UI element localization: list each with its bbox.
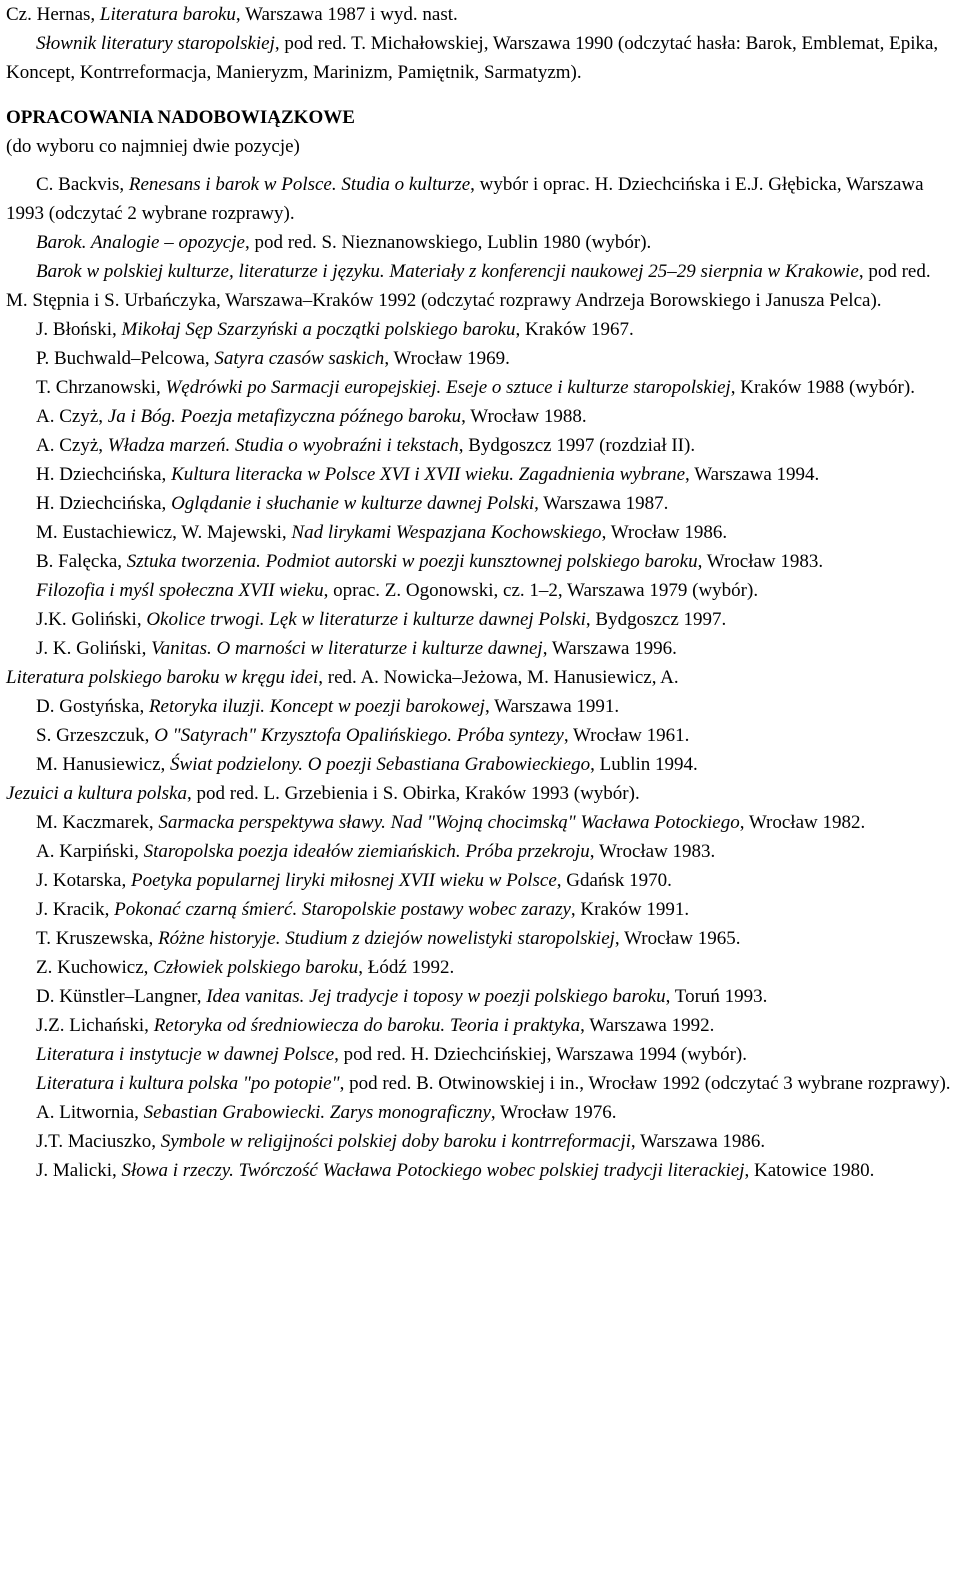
entry-text: J.Z. Lichański, <box>36 1015 154 1036</box>
bibliography-entry <box>6 373 952 402</box>
bibliography-entry <box>6 1098 952 1127</box>
entry-text: , Warszawa 1996. <box>542 638 677 659</box>
bibliography-entry <box>6 257 952 315</box>
italic-title-text: Różne historyje. Studium z dziejów nowelistyki staropolskiej <box>158 928 615 949</box>
entry-text: , Bydgoszcz 1997. <box>585 609 727 630</box>
entry-text: , Warszawa 1992. <box>580 1015 715 1036</box>
bibliography-entry <box>6 750 952 779</box>
entry-text: , Warszawa 1987 i wyd. nast. <box>235 4 458 25</box>
entry-text: , Kraków 1967. <box>515 319 634 340</box>
bibliography-entry <box>6 605 952 634</box>
entry-text: J. Błoński, <box>36 319 122 340</box>
entry-text: , pod red. S. Nieznanowskiego, Lublin 1980 (wybór). <box>244 232 652 253</box>
entry-text: J.T. Maciuszko, <box>36 1131 161 1152</box>
italic-title-text: Vanitas. O marności w literaturze i kulturze dawnej <box>151 638 543 659</box>
italic-title-text: Literatura i instytucje w dawnej Polsce <box>36 1044 335 1065</box>
entry-text: D. Künstler–Langner, <box>36 986 207 1007</box>
italic-title-text: Słownik literatury staropolskiej <box>36 33 275 54</box>
entry-text: M. Hanusiewicz, <box>36 754 171 775</box>
bibliography-entry <box>6 866 952 895</box>
entry-text: Cz. Hernas, <box>6 4 100 25</box>
entry-text: , Wrocław 1965. <box>614 928 741 949</box>
bibliography-entry <box>6 431 952 460</box>
italic-title-text: Barok w polskiej kulturze, literaturze i języku. Materiały z konferencji naukowej 25–29 sierpnia w Krakowie <box>36 261 859 282</box>
italic-title-text: Symbole w religijności polskiej doby baroku i kontrreformacji <box>160 1131 631 1152</box>
entry-text: J. Malicki, <box>36 1160 122 1181</box>
italic-title-text: Pokonać czarną śmierć. Staropolskie postawy wobec zarazy <box>114 899 571 920</box>
entry-text: H. Dziechcińska, <box>36 493 172 514</box>
entry-text: S. Grzeszczuk, <box>36 725 155 746</box>
bibliography-entry <box>6 170 952 228</box>
entry-text: , pod red. L. Grzebienia i S. Obirka, Kraków 1993 (wybór). <box>187 783 640 804</box>
italic-title-text: Człowiek polskiego baroku <box>153 957 359 978</box>
intro-entry <box>6 29 952 87</box>
entry-text: J.K. Goliński, <box>36 609 147 630</box>
bibliography-entry <box>6 953 952 982</box>
entry-text: , Warszawa 1994. <box>685 464 820 485</box>
bibliography-entry <box>6 779 952 808</box>
italic-title-text: Barok. Analogie – opozycje <box>36 232 245 253</box>
bibliography-entry <box>6 1011 952 1040</box>
bibliography-entry <box>6 576 952 605</box>
entry-text: A. Czyż, <box>36 406 108 427</box>
entry-text: A. Czyż, <box>36 435 108 456</box>
bibliography-entry <box>6 634 952 663</box>
bibliography-entry <box>6 547 952 576</box>
intro-entry <box>6 0 952 29</box>
entry-text: , pod red. H. Dziechcińskiej, Warszawa 1994 (wybór). <box>334 1044 747 1065</box>
entry-text: , Łódź 1992. <box>358 957 455 978</box>
entry-text: , Lublin 1994. <box>590 754 698 775</box>
entry-text: T. Chrzanowski, <box>36 377 166 398</box>
entry-text: A. Karpiński, <box>36 841 144 862</box>
entry-text: , Warszawa 1986. <box>630 1131 766 1152</box>
italic-title-text: Retoryka iluzji. Koncept w poezji barokowej <box>148 696 485 717</box>
italic-title-text: Sarmacka perspektywa sławy. Nad "Wojną chocimską" Wacława Potockiego <box>158 812 740 833</box>
bibliography-entry <box>6 982 952 1011</box>
entry-text: M. Kaczmarek, <box>36 812 159 833</box>
entry-text: Z. Kuchowicz, <box>36 957 154 978</box>
entry-text: , Wrocław 1988. <box>461 406 587 427</box>
entry-text: , Wrocław 1983. <box>697 551 824 572</box>
entry-text: J. Kotarska, <box>36 870 131 891</box>
entry-text: A. Litwornia, <box>36 1102 144 1123</box>
section-title: OPRACOWANIA NADOBOWIĄZKOWE <box>6 107 355 128</box>
entry-text: D. Gostyńska, <box>36 696 149 717</box>
entry-text: , Katowice 1980. <box>744 1160 875 1181</box>
bibliography-entry <box>6 489 952 518</box>
italic-title-text: Filozofia i myśl społeczna XVII wieku <box>36 580 324 601</box>
entry-text: , Gdańsk 1970. <box>556 870 672 891</box>
italic-title-text: Literatura polskiego baroku w kręgu idei <box>6 667 319 688</box>
italic-title-text: Nad lirykami Wespazjana Kochowskiego <box>291 522 602 543</box>
entry-text: T. Kruszewska, <box>36 928 159 949</box>
italic-title-text: Sztuka tworzenia. Podmiot autorski w poezji kunsztownej polskiego baroku <box>126 551 698 572</box>
bibliography-entry <box>6 315 952 344</box>
entry-text: J. Kracik, <box>36 899 115 920</box>
italic-title-text: Retoryka od średniowiecza do baroku. Teoria i praktyka <box>153 1015 581 1036</box>
entry-text: , wybór i oprac. H. Dziechcińska i E.J. Głębicka, Warszawa 1993 (odczytać 2 wybrane rozprawy). <box>6 174 924 224</box>
italic-title-text: O "Satyrach" Krzysztofa Opalińskiego. Próba syntezy <box>154 725 564 746</box>
entry-text: , Wrocław 1969. <box>384 348 510 369</box>
entry-text: , red. A. Nowicka–Jeżowa, M. Hanusiewicz, A. <box>318 667 679 688</box>
italic-title-text: Idea vanitas. Jej tradycje i toposy w poezji polskiego baroku <box>206 986 666 1007</box>
entry-text: , Wrocław 1976. <box>490 1102 617 1123</box>
italic-title-text: Kultura literacka w Polsce XVI i XVII wieku. Zagadnienia wybrane <box>171 464 686 485</box>
bibliography-entry <box>6 344 952 373</box>
entry-text: , Kraków 1991. <box>570 899 690 920</box>
entry-text: , Warszawa 1991. <box>484 696 620 717</box>
bibliography-entry <box>6 692 952 721</box>
entry-text: B. Falęcka, <box>36 551 127 572</box>
section-heading <box>6 103 952 161</box>
italic-title-text: Mikołaj Sęp Szarzyński a początki polskiego baroku <box>121 319 516 340</box>
entry-text: , Warszawa 1987. <box>534 493 669 514</box>
italic-title-text: Satyra czasów saskich <box>214 348 385 369</box>
bibliography-entry <box>6 924 952 953</box>
bibliography-list <box>6 170 952 1185</box>
bibliography-entry <box>6 837 952 866</box>
italic-title-text: Ja i Bóg. Poezja metafizyczna późnego baroku <box>107 406 462 427</box>
bibliography-entry <box>6 460 952 489</box>
section-subtitle: (do wyboru co najmniej dwie pozycje) <box>6 136 300 157</box>
italic-title-text: Oglądanie i słuchanie w kulturze dawnej Polski <box>171 493 535 514</box>
bibliography-entry <box>6 228 952 257</box>
entry-text: , Wrocław 1961. <box>563 725 690 746</box>
entry-text: J. K. Goliński, <box>36 638 152 659</box>
italic-title-text: Renesans i barok w Polsce. Studia o kulturze <box>128 174 471 195</box>
italic-title-text: Wędrówki po Sarmacji europejskiej. Eseje o sztuce i kulturze staropolskiej <box>165 377 731 398</box>
italic-title-text: Świat podzielony. O poezji Sebastiana Grabowieckiego <box>170 754 591 775</box>
bibliography-entry <box>6 1156 952 1185</box>
italic-title-text: Sebastian Grabowiecki. Zarys monograficzny <box>143 1102 491 1123</box>
entry-text: M. Eustachiewicz, W. Majewski, <box>36 522 292 543</box>
bibliography-entry <box>6 663 952 692</box>
entry-text: , Wrocław 1982. <box>739 812 866 833</box>
entry-text: H. Dziechcińska, <box>36 464 172 485</box>
entry-text: , Wrocław 1986. <box>601 522 728 543</box>
bibliography-entry <box>6 1069 952 1098</box>
italic-title-text: Staropolska poezja ideałów ziemiańskich. Próba przekroju <box>143 841 590 862</box>
entry-text: , oprac. Z. Ogonowski, cz. 1–2, Warszawa 1979 (wybór). <box>323 580 759 601</box>
italic-title-text: Słowa i rzeczy. Twórczość Wacława Potockiego wobec polskiej tradycji literackiej <box>121 1160 745 1181</box>
bibliography-entry <box>6 721 952 750</box>
entry-text: , Wrocław 1983. <box>589 841 716 862</box>
entry-text: , pod red. M. Stępnia i S. Urbańczyka, Warszawa–Kraków 1992 (odczytać rozprawy Andrzeja Borowskiego i Janusza Pelca). <box>6 261 931 311</box>
bibliography-entry <box>6 895 952 924</box>
italic-title-text: Poetyka popularnej liryki miłosnej XVII wieku w Polsce <box>130 870 557 891</box>
entry-text: , Kraków 1988 (wybór). <box>730 377 915 398</box>
bibliography-entry <box>6 808 952 837</box>
italic-title-text: Literatura i kultura polska "po potopie" <box>36 1073 340 1094</box>
italic-title-text: Władza marzeń. Studia o wyobraźni i tekstach <box>107 435 459 456</box>
entry-text: , Toruń 1993. <box>665 986 768 1007</box>
italic-title-text: Jezuici a kultura polska <box>6 783 187 804</box>
italic-title-text: Literatura baroku <box>99 4 236 25</box>
italic-title-text: Okolice trwogi. Lęk w literaturze i kulturze dawnej Polski <box>146 609 586 630</box>
bibliography-entry <box>6 1127 952 1156</box>
intro-bibliography <box>6 0 952 87</box>
entry-text: , pod red. T. Michałowskiej, Warszawa 1990 (odczytać hasła: Barok, Emblemat, Epika, Koncept, Kontrreformacja, Manieryzm, Marinizm, Pamiętnik, Sarmatyzm). <box>6 33 939 83</box>
bibliography-entry <box>6 402 952 431</box>
entry-text: C. Backvis, <box>36 174 129 195</box>
entry-text: , pod red. B. Otwinowskiej i in., Wrocław 1992 (odczytać 3 wybrane rozprawy). <box>339 1073 951 1094</box>
bibliography-entry <box>6 518 952 547</box>
bibliography-entry <box>6 1040 952 1069</box>
entry-text: , Bydgoszcz 1997 (rozdział II). <box>458 435 696 456</box>
entry-text: P. Buchwald–Pelcowa, <box>36 348 215 369</box>
